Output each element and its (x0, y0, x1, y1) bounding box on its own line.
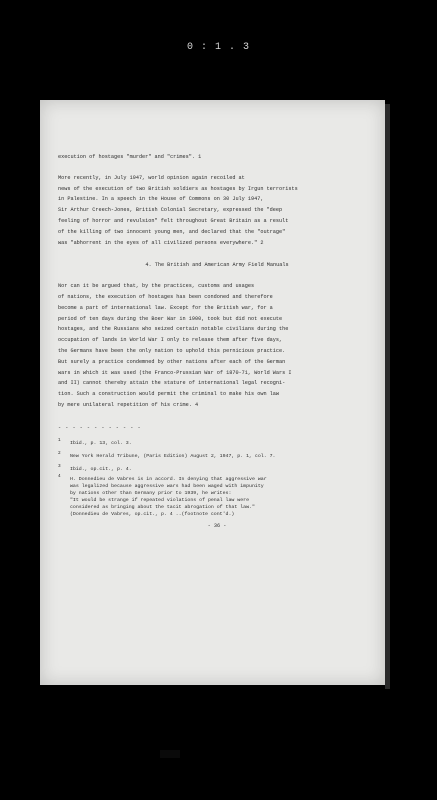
paragraph-hostages-murder (58, 152, 376, 163)
document-sheet (40, 100, 385, 685)
page-number: - 36 - (207, 522, 227, 529)
text-line: occupation of lands in World War I only to release them after five days, (58, 337, 283, 344)
text-line: become a part of international law. Except for the British war, for a (58, 304, 273, 311)
text-line: in Palestine. In a speech in the House of Commons on 30 July 1947, (58, 196, 264, 203)
sheet-shadow (385, 104, 390, 689)
text-line: Sir Arthur Creech-Jones, British Colonial Secretary, expressed the "deep (58, 207, 283, 214)
text-line: the Germans have been the only nation to uphold this pernicious practice. (58, 347, 286, 354)
text-line: and II) cannot thereby attain the stature of international legal recogni- (58, 380, 286, 387)
section-heading: 4. The British and American Army Field Manuals (145, 262, 289, 269)
text-line: execution of hostages "murder" and "crimes". 1 (58, 154, 202, 160)
footnote-line: Ibid., p. 13, col. 3. (70, 440, 132, 446)
text-line: wars in which it was used (the Franco-Prussian War of 1870-71, World Wars I (58, 369, 292, 376)
text-line: by mere unilateral repetition of his crime. 4 (58, 401, 199, 408)
text-line: Nor can it be argued that, by the practices, customs and usages (58, 283, 255, 290)
footnote (58, 463, 376, 473)
footnote-line: (Donnedieu de Vabres, op.cit., p. 4 ..(footnote cont'd.) (70, 511, 235, 517)
footnote-line: by nations other than Germany prior to 1939, he writes: (70, 490, 232, 496)
text-line: feeling of horror and revulsion" felt throughout Great Britain as a result (58, 217, 289, 224)
text-line: was "abhorrent in the eyes of all civilized persons everywhere." 2 (58, 239, 264, 246)
text-line: But surely a practice condemned by other nations after each of the German (58, 358, 286, 365)
footnote-line: was legalized because aggressive wars had been waged with impunity (70, 483, 264, 489)
footnote-number: 4 (58, 473, 61, 479)
footnote-number: 1 (58, 437, 61, 443)
footnote-separator: - - - - - - - - - - - - (58, 424, 142, 431)
footnote-line: "It would be strange if repeated violations of penal law were (70, 497, 250, 503)
text-line: More recently, in July 1947, world opinion again recoiled at (58, 174, 245, 181)
paragraph-customs-of-nations (58, 281, 376, 411)
text-line: hostages, and the Russians who seized certain notable civilians during the (58, 326, 289, 333)
footnote-line: Ibid., op.cit., p. 4. (70, 466, 132, 472)
footnotes (58, 437, 376, 518)
footnote (58, 473, 376, 518)
footnote-number: 3 (58, 463, 61, 469)
text-line: tion. Such a construction would permit the criminal to make his own law (58, 391, 280, 398)
typed-page (58, 152, 376, 531)
text-line: news of the execution of two British soldiers as hostages by Irgun terrorists (58, 185, 298, 192)
footnote (58, 437, 376, 447)
text-line: period of ten days during the Boer War in 1900, took but did not execute (58, 315, 283, 322)
footnote-line: H. Donnedieu de Vabres is in accord. In denying that aggressive war (70, 476, 267, 482)
paragraph-irgun-hostages (58, 173, 376, 249)
microfilm-frame-label: 0 : 1 . 3 (186, 42, 250, 53)
footnote-line: New York Herald Tribune, (Paris Edition) August 2, 1947, p. 1, col. 7. (70, 453, 276, 459)
film-mark (160, 750, 180, 758)
footnote-number: 2 (58, 450, 61, 456)
text-line: of the killing of two innocent young men, and declared that the "outrage" (58, 228, 286, 235)
text-line: of nations, the execution of hostages has been condoned and therefore (58, 293, 273, 300)
footnote (58, 450, 376, 460)
footnote-line: considered as bringing about the tacit abrogation of that law." (70, 504, 255, 510)
